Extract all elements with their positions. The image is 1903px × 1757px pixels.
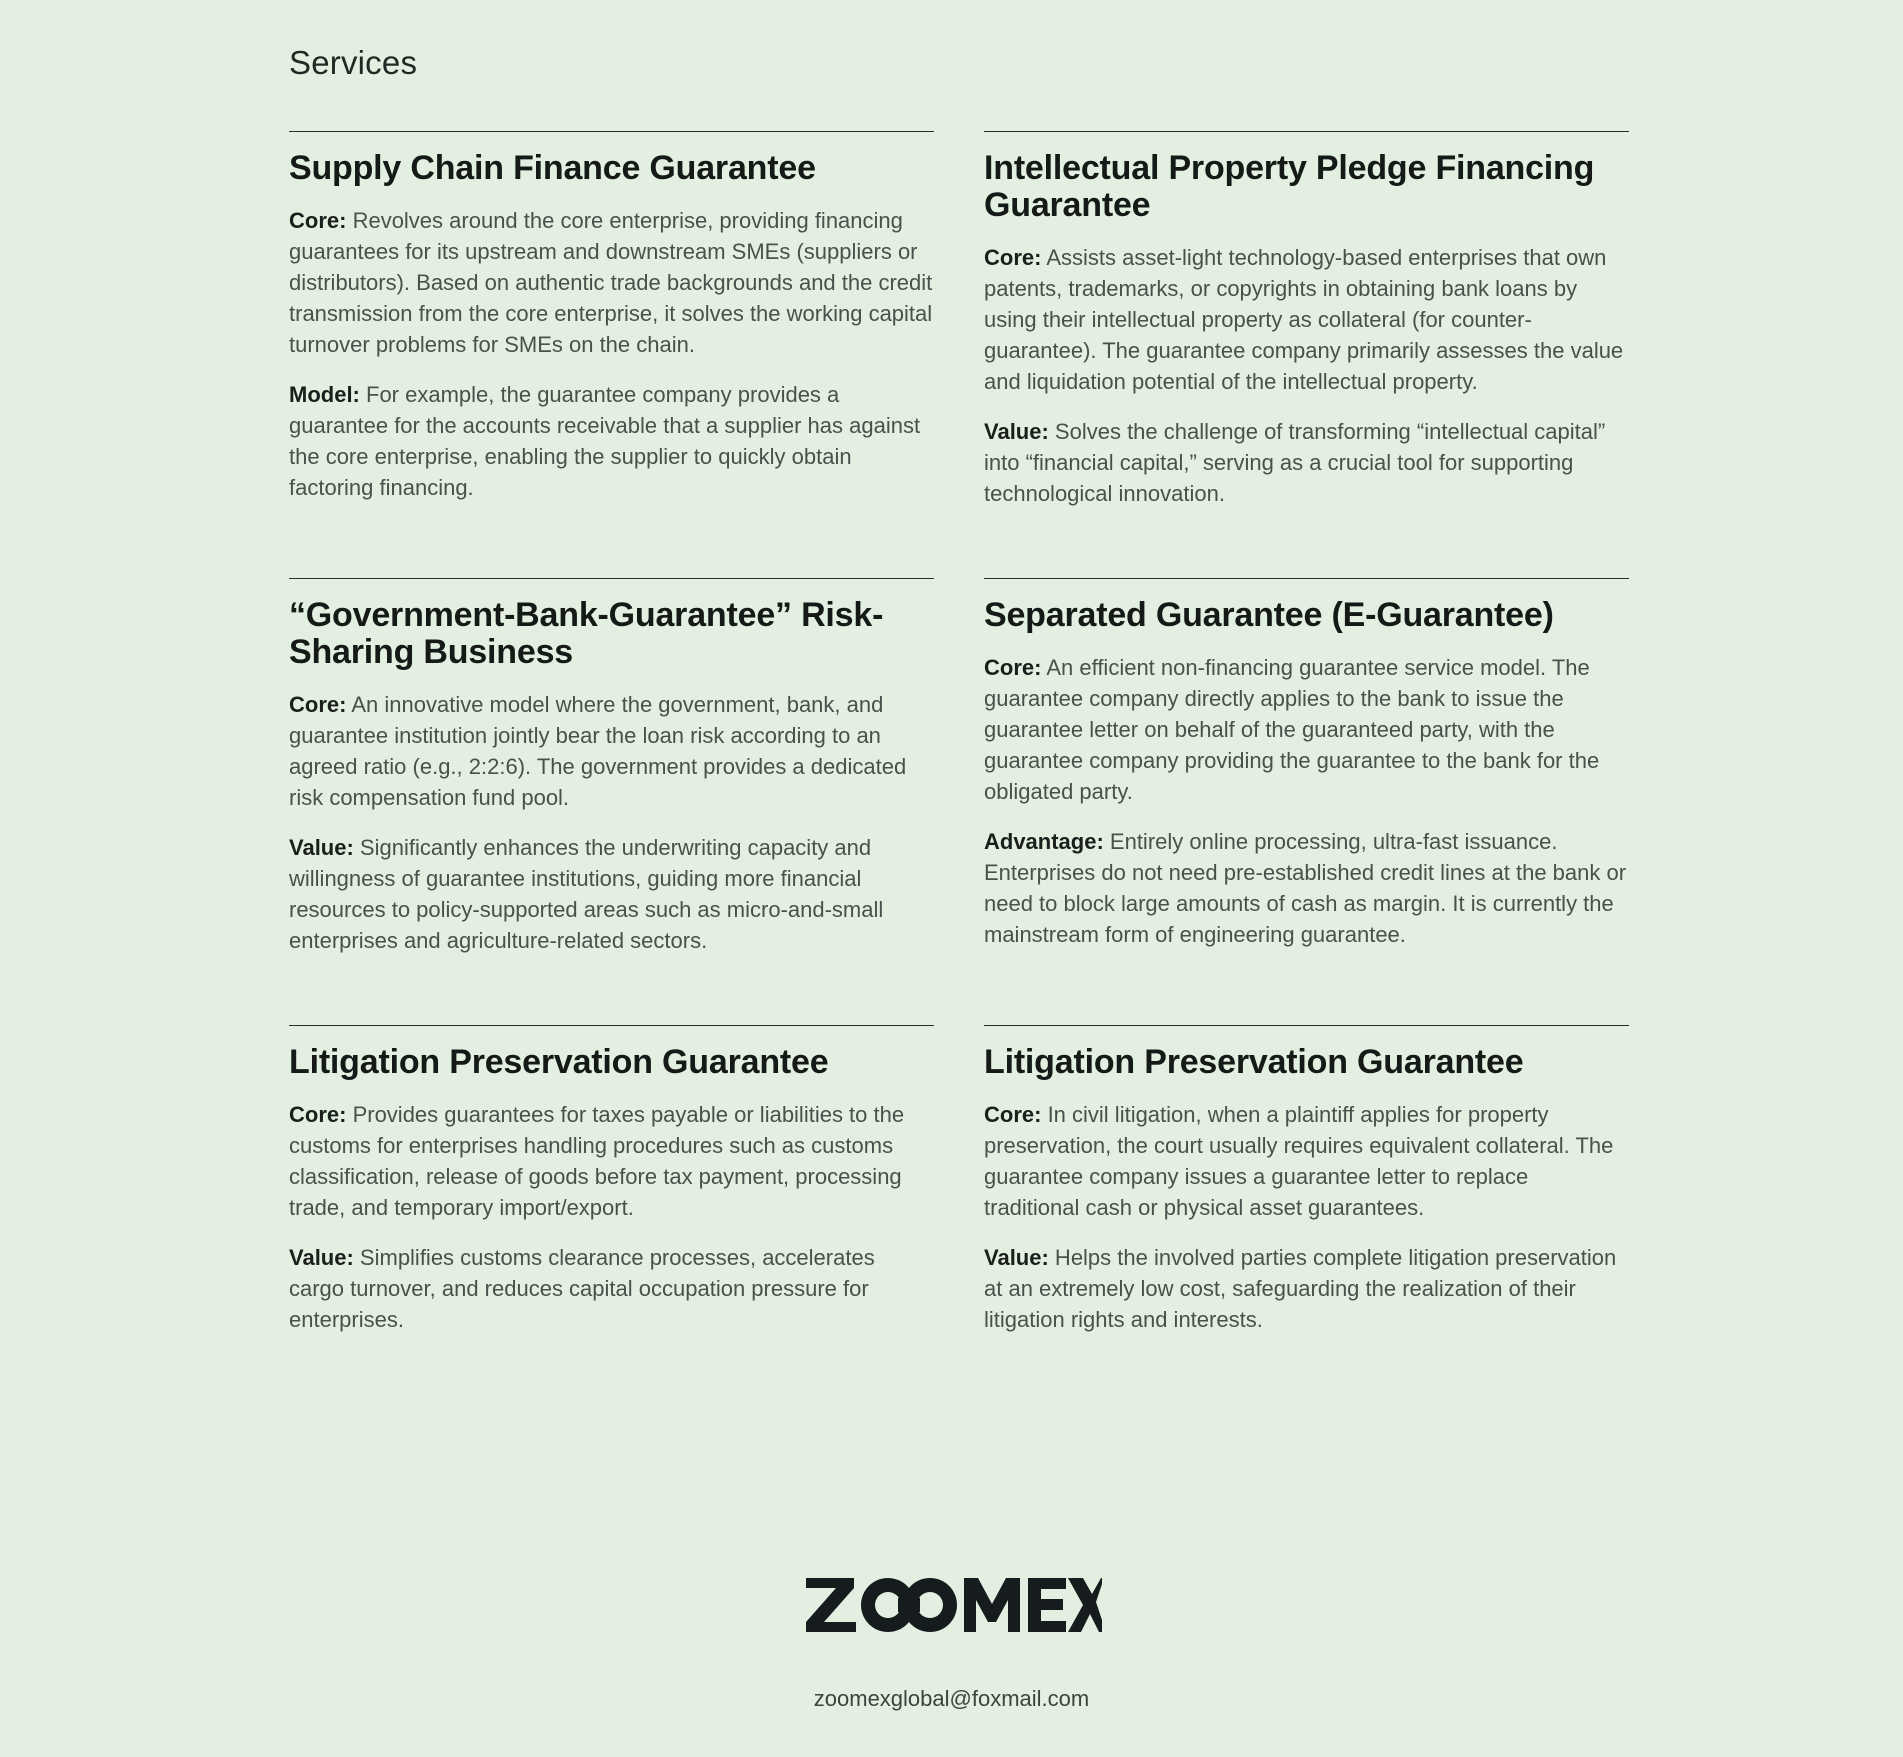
value-text: Helps the involved parties complete litigation preservation at an extremely low cost, safeguarding the realization of their litigation rights and interests. [984, 1245, 1617, 1332]
service-title: “Government-Bank-Guarantee” Risk-Sharing Business [289, 596, 884, 671]
service-card-litigation [984, 1025, 1629, 1425]
service-core-paragraph [984, 652, 1629, 807]
service-advantage-paragraph [984, 826, 1629, 950]
service-title: Litigation Preservation Guarantee [289, 1043, 829, 1081]
service-value-paragraph [984, 1242, 1629, 1335]
service-title: Separated Guarantee (E-Guarantee) [984, 596, 1554, 634]
core-label: Core: [289, 1102, 347, 1127]
services-grid [289, 131, 1629, 1425]
service-core-paragraph [984, 242, 1629, 397]
contact-email[interactable]: zoomexglobal@foxmail.com [813, 1686, 1090, 1711]
model-label: Model: [289, 382, 360, 407]
advantage-label: Advantage: [984, 829, 1104, 854]
service-title: Litigation Preservation Guarantee [984, 1043, 1524, 1081]
model-text: For example, the guarantee company provides a guarantee for the accounts receivable that a supplier has against the core enterprise, enabling the supplier to quickly obtain factoring financing. [289, 382, 921, 500]
core-label: Core: [289, 208, 347, 233]
service-card-customs [289, 1025, 934, 1425]
service-core-paragraph [289, 205, 934, 360]
core-label: Core: [984, 245, 1042, 270]
core-label: Core: [289, 692, 347, 717]
service-core-paragraph [289, 689, 934, 813]
service-value-paragraph [984, 416, 1629, 509]
service-title: Supply Chain Finance Guarantee [289, 149, 816, 187]
zoomex-logo [802, 1570, 1102, 1640]
value-text: Solves the challenge of transforming “intellectual capital” into “financial capital,” serving as a crucial tool for supporting technological innovation. [984, 419, 1606, 506]
core-text: In civil litigation, when a plaintiff applies for property preservation, the court usually requires equivalent collateral. The guarantee company issues a guarantee letter to replace traditional cash or physical asset guarantees. [984, 1102, 1614, 1220]
service-value-paragraph [289, 832, 934, 956]
advantage-text: Entirely online processing, ultra-fast issuance. Enterprises do not need pre-established credit lines at the bank or need to block large amounts of cash as margin. It is currently the mainstream form of engineering guarantee. [984, 829, 1627, 947]
core-text: Assists asset-light technology-based enterprises that own patents, trademarks, or copyrights in obtaining bank loans by using their intellectual property as collateral (for counter-guarantee). The guarantee company primarily assesses the value and liquidation potential of the intellectual property. [984, 245, 1624, 394]
value-label: Value: [289, 835, 354, 860]
core-text: An efficient non-financing guarantee service model. The guarantee company directly applies to the bank to issue the guarantee letter on behalf of the guaranteed party, with the guarantee company providing the guarantee to the bank for the obligated party. [984, 655, 1600, 804]
service-core-paragraph [289, 1099, 934, 1223]
value-label: Value: [984, 1245, 1049, 1270]
value-text: Significantly enhances the underwriting capacity and willingness of guarantee institutions, guiding more financial resources to policy-supported areas such as micro-and-small enterprises and agriculture-related sectors. [289, 835, 884, 953]
value-label: Value: [984, 419, 1049, 444]
value-label: Value: [289, 1245, 354, 1270]
core-label: Core: [984, 655, 1042, 680]
service-card-ip-pledge [984, 131, 1629, 578]
service-core-paragraph [984, 1099, 1629, 1223]
page-title: Services [289, 44, 418, 81]
service-value-paragraph [289, 1242, 934, 1335]
footer [0, 1570, 1903, 1645]
service-card-supply-chain [289, 131, 934, 578]
service-card-e-guarantee [984, 578, 1629, 1025]
core-text: Provides guarantees for taxes payable or liabilities to the customs for enterprises handling procedures such as customs classification, release of goods before tax payment, processing trade, and temporary import/export. [289, 1102, 905, 1220]
core-text: An innovative model where the government, bank, and guarantee institution jointly bear the loan risk according to an agreed ratio (e.g., 2:2:6). The government provides a dedicated risk compensation fund pool. [289, 692, 907, 810]
service-model-paragraph [289, 379, 934, 503]
value-text: Simplifies customs clearance processes, accelerates cargo turnover, and reduces capital occupation pressure for enterprises. [289, 1245, 875, 1332]
service-title: Intellectual Property Pledge Financing Guarantee [984, 149, 1595, 224]
core-label: Core: [984, 1102, 1042, 1127]
core-text: Revolves around the core enterprise, providing financing guarantees for its upstream and downstream SMEs (suppliers or distributors). Based on authentic trade backgrounds and the credit transmission from the core enterprise, it solves the working capital turnover problems for SMEs on the chain. [289, 208, 933, 357]
service-card-risk-sharing [289, 578, 934, 1025]
